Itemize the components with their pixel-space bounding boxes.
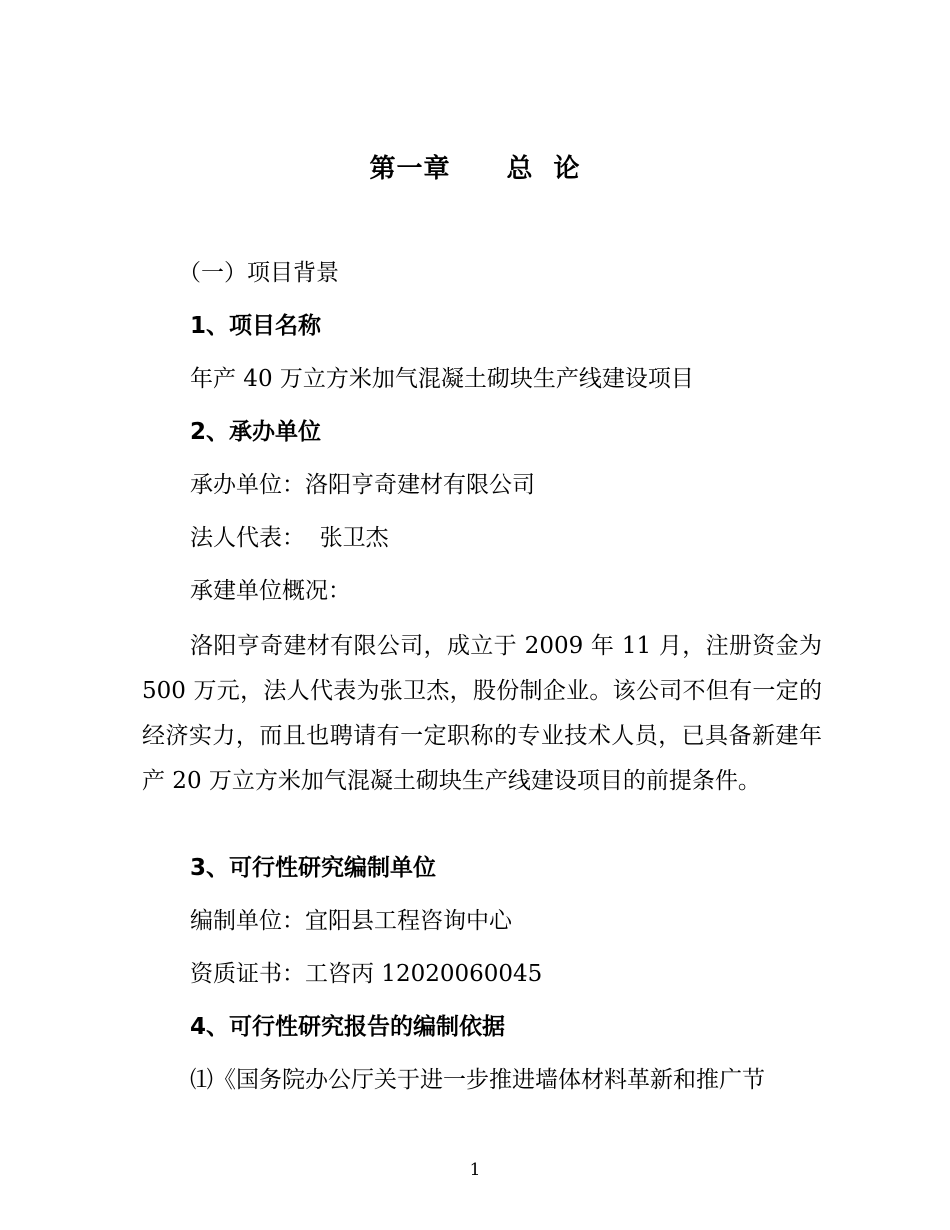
basis-item-1: ⑴《国务院办公厅关于进一步推进墙体材料革新和推广节 (190, 1067, 765, 1093)
company-overview-paragraph: 洛阳亨奇建材有限公司，成立于 2009 年 11 月，注册资金为 500 万元，法人代表为张卫杰，股份制企业。该公司不但有一定的经济实力，而且也聘请有一定职称的专业技术人员，已具备新建年产 20 万立方米加气混凝土砌块生产线建设项目的前提条件。 (142, 633, 822, 794)
legal-representative-text: 法人代表： 张卫杰 (190, 525, 389, 551)
item-heading-feasibility-unit: 3、可行性研究编制单位 (190, 855, 437, 881)
feasibility-unit-text: 编制单位：宜阳县工程咨询中心 (190, 908, 512, 934)
qualification-cert-text: 资质证书：工咨丙 12020060045 (190, 961, 543, 987)
item-heading-project-name: 1、项目名称 (190, 313, 322, 339)
overview-label: 承建单位概况： (190, 578, 351, 604)
section-heading-background: （一）项目背景 (178, 260, 339, 286)
chapter-name: 总 论 (506, 154, 581, 184)
chapter-number: 第一章 (369, 154, 451, 184)
item-heading-basis: 4、可行性研究报告的编制依据 (190, 1014, 506, 1040)
chapter-title (0, 148, 950, 185)
item-heading-host-unit: 2、承办单位 (190, 419, 322, 445)
host-unit-text: 承办单位：洛阳亨奇建材有限公司 (190, 472, 535, 498)
project-name-text: 年产 40 万立方米加气混凝土砌块生产线建设项目 (190, 366, 694, 392)
page-number: 1 (469, 1160, 481, 1180)
